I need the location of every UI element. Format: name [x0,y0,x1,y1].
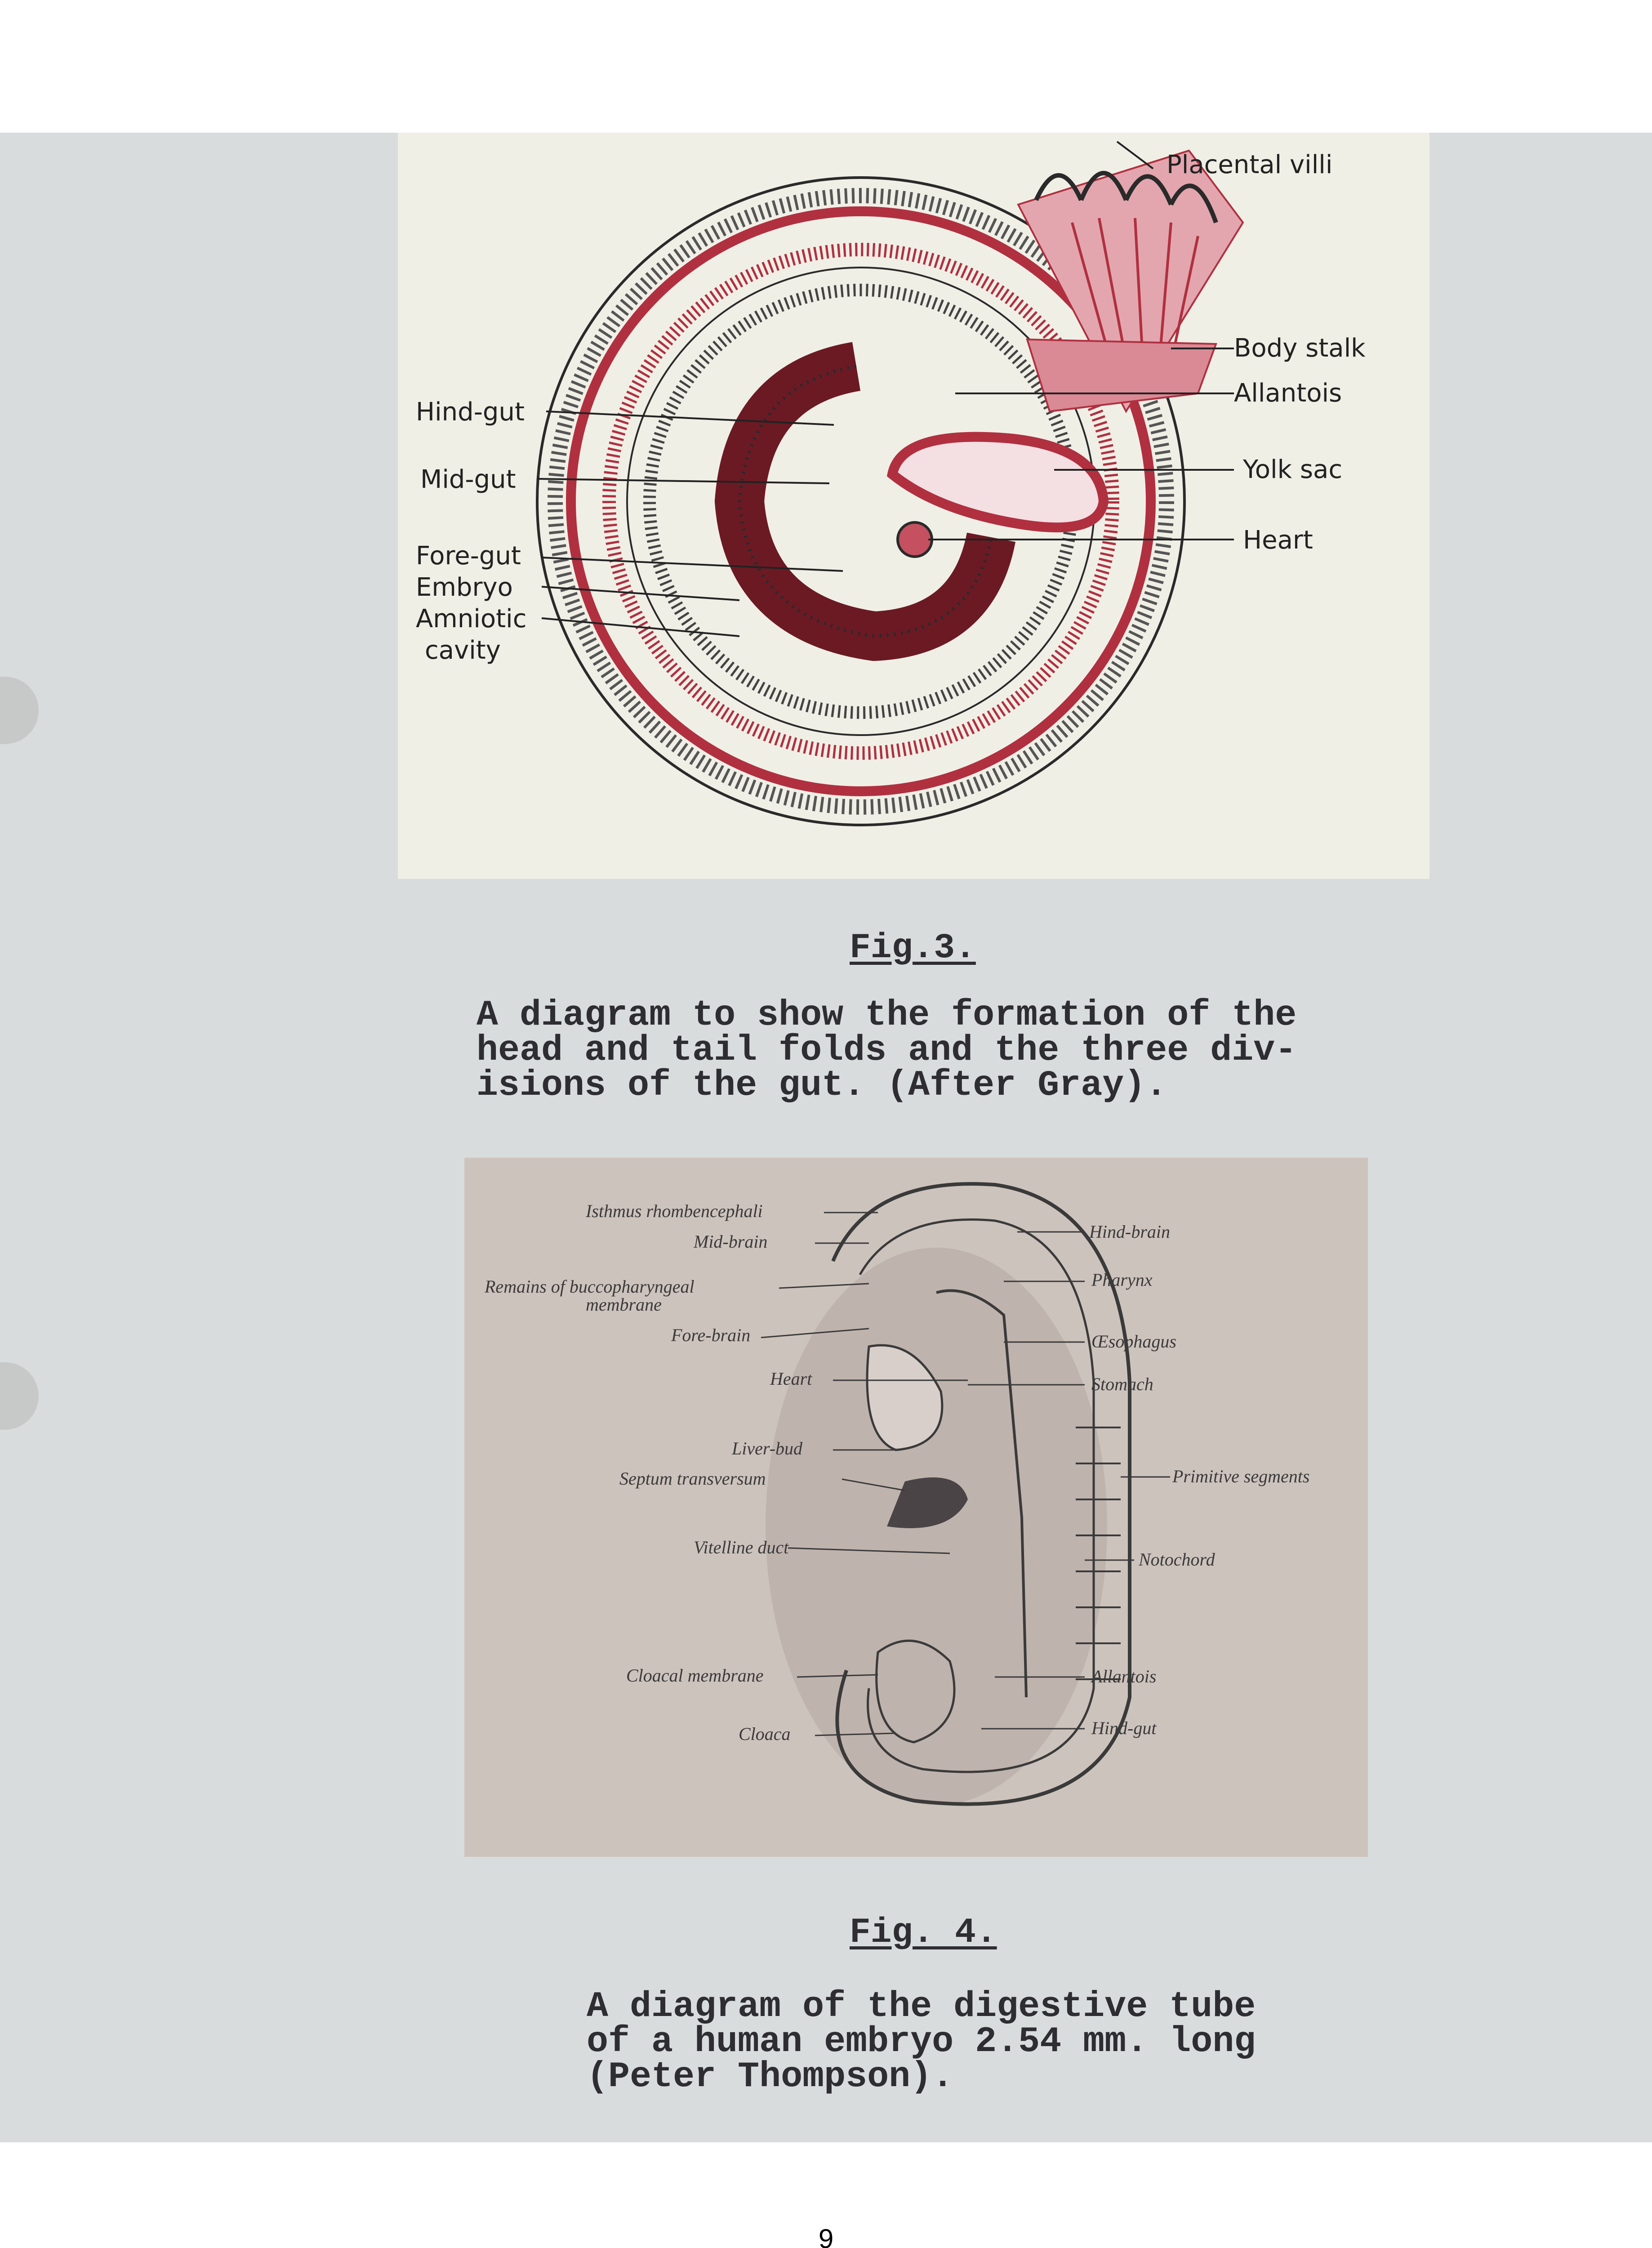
caption-line: of a human embryo 2.54 mm. long [587,2021,1256,2062]
label-isthmus: Isthmus rhombencephali [586,1201,763,1221]
embryo-shading [766,1248,1107,1805]
digestive-tube-illustration [464,1158,1368,1857]
label-placental-villi: Placental villi [1167,150,1333,179]
label-fore-brain: Fore-brain [671,1325,751,1345]
label-hind-gut: Hind-gut [416,397,525,427]
figure-3-title: Fig.3. [850,928,976,968]
label-remains: Remains of buccopharyngeal [485,1276,695,1297]
embryo-folds-illustration [398,133,1429,879]
label-cloacal-membrane: Cloacal membrane [626,1665,764,1686]
punch-hole [0,1362,39,1430]
heart-shape [898,522,932,557]
caption-line: (Peter Thompson). [587,2056,954,2097]
label-body-stalk: Body stalk [1234,334,1366,363]
label-membrane: membrane [586,1294,662,1315]
document-page [0,133,1652,2142]
label-septum-transversum: Septum transversum [619,1468,766,1489]
label-pharynx: Pharynx [1091,1270,1153,1290]
figure-4-title: Fig. 4. [850,1913,997,1953]
figure-4-diagram [464,1158,1368,1857]
label-stomach: Stomach [1091,1374,1153,1394]
label-yolk-sac: Yolk sac [1243,455,1343,484]
yolk-sac [892,437,1104,528]
caption-line: A diagram of the digestive tube [587,1986,1256,2027]
label-notochord: Notochord [1139,1549,1215,1570]
label-mid-brain: Mid-brain [694,1231,768,1252]
label-primitive-segments: Primitive segments [1172,1466,1310,1486]
label-fore-gut: Fore-gut [416,541,521,571]
label-embryo: Embryo [416,573,513,602]
label-hind-brain: Hind-brain [1089,1222,1170,1242]
body-stalk [1027,339,1216,411]
figure-3-caption [476,995,1297,1106]
label-amniotic: Amniotic [416,604,527,633]
label-hind-gut: Hind-gut [1091,1718,1157,1738]
caption-line: isions of the gut. (After Gray). [476,1065,1167,1106]
page-number: 9 [818,2224,834,2248]
label-heart: Heart [770,1369,812,1389]
label-oesophagus: Œsophagus [1091,1331,1176,1351]
punch-hole [0,677,39,744]
label-heart: Heart [1243,526,1313,555]
label-liver-bud: Liver-bud [732,1438,802,1459]
label-allantois: Allantois [1234,379,1342,408]
label-allantois: Allantois [1091,1666,1157,1686]
figure-4-caption [587,1986,1256,2097]
label-vitelline-duct: Vitelline duct [694,1537,789,1557]
label-mid-gut: Mid-gut [420,465,516,494]
label-cavity: cavity [425,636,501,665]
caption-line: A diagram to show the formation of the [476,995,1297,1036]
figure-3-diagram [398,133,1429,879]
label-cloaca: Cloaca [739,1724,791,1744]
caption-line: head and tail folds and the three div- [476,1030,1297,1071]
